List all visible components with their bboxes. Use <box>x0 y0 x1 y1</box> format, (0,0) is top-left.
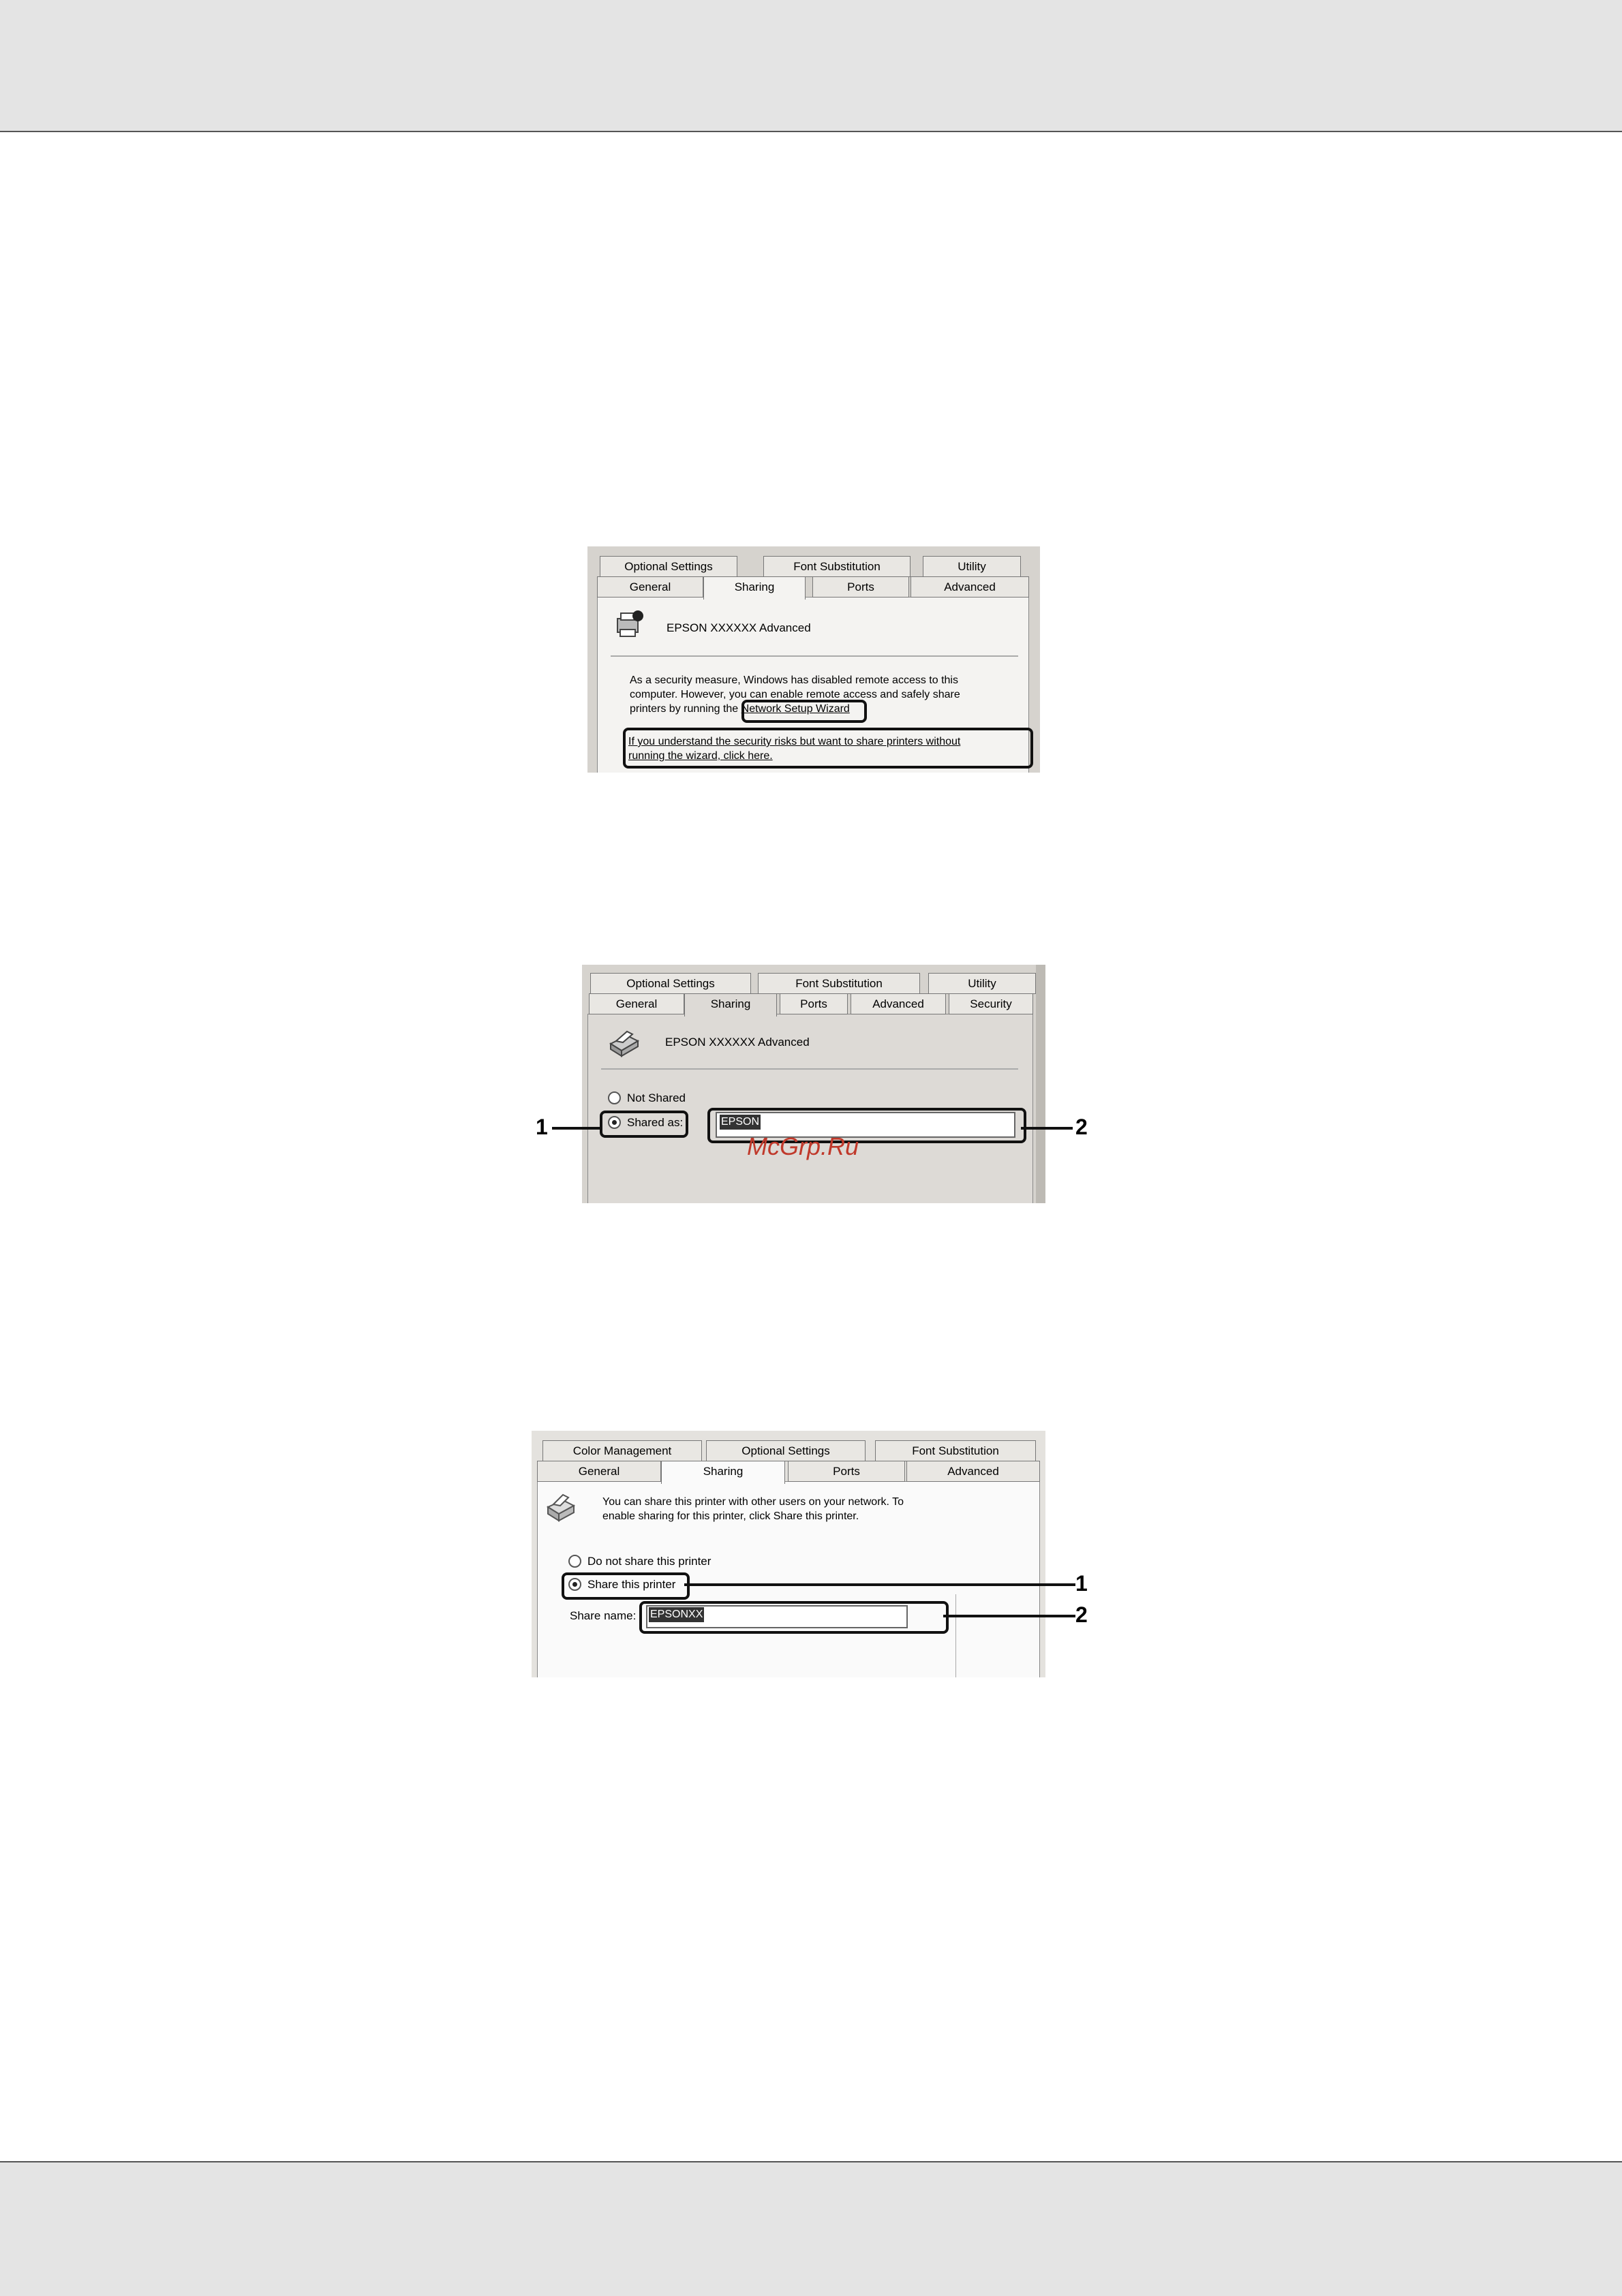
radio-not-shared[interactable] <box>608 1091 621 1104</box>
printer-name: EPSON XXXXXX Advanced <box>667 621 811 634</box>
share-without-wizard-link[interactable]: If you understand the security risks but want to share printers without running the wizard, click here. <box>628 736 961 762</box>
tab-general[interactable]: General <box>537 1461 661 1482</box>
tab-optional-settings[interactable]: Optional Settings <box>600 556 737 577</box>
tab-ports[interactable]: Ports <box>788 1461 905 1482</box>
right-edge <box>1036 965 1045 1203</box>
printer-icon <box>613 609 646 640</box>
printer-icon <box>545 1492 577 1525</box>
tab-general[interactable]: General <box>597 576 703 598</box>
watermark: McGrp.Ru <box>747 1132 859 1160</box>
tab-optional-settings[interactable]: Optional Settings <box>590 973 751 994</box>
tab-utility[interactable]: Utility <box>928 973 1036 994</box>
separator <box>611 655 1018 657</box>
tab-security[interactable]: Security <box>949 993 1033 1014</box>
printer-name: EPSON XXXXXX Advanced <box>665 1036 810 1049</box>
share-name-label: Share name: <box>570 1609 637 1622</box>
tab-sharing[interactable]: Sharing <box>661 1461 785 1484</box>
radio-not-shared-label: Not Shared <box>627 1091 686 1104</box>
radio-do-not-share[interactable] <box>568 1555 581 1568</box>
callout-1-line <box>552 1127 601 1130</box>
tab-optional-settings[interactable]: Optional Settings <box>706 1440 866 1461</box>
callout-1-line <box>684 1583 1075 1586</box>
tab-font-substitution[interactable]: Font Substitution <box>875 1440 1036 1461</box>
tab-advanced[interactable]: Advanced <box>851 993 946 1014</box>
sharing-message: You can share this printer with other users on your network. To enable sharing for this printer, click Share this printer. <box>602 1496 904 1522</box>
radio-shared-as-label: Shared as: <box>627 1116 684 1129</box>
tab-sharing[interactable]: Sharing <box>703 576 806 600</box>
header-band <box>0 0 1622 132</box>
callout-2: 2 <box>1075 1115 1088 1139</box>
share-name-value: EPSONXX <box>649 1607 704 1622</box>
tab-color-management[interactable]: Color Management <box>542 1440 702 1461</box>
tab-utility[interactable]: Utility <box>923 556 1021 577</box>
footer-band <box>0 2161 1622 2296</box>
tab-advanced[interactable]: Advanced <box>906 1461 1040 1482</box>
highlight-shared-as <box>600 1111 688 1138</box>
figure2-screenshot <box>582 965 1045 1203</box>
tab-general[interactable]: General <box>589 993 684 1014</box>
divider <box>955 1594 956 1677</box>
tab-font-substitution[interactable]: Font Substitution <box>763 556 911 577</box>
share-name-value: EPSON <box>720 1115 761 1130</box>
radio-do-not-share-label: Do not share this printer <box>587 1555 711 1568</box>
separator <box>601 1068 1018 1070</box>
callout-2: 2 <box>1075 1602 1088 1627</box>
highlight-bypass-link <box>623 728 1033 769</box>
highlight-wizard-link <box>741 700 867 723</box>
highlight-share-name <box>639 1601 949 1634</box>
security-message: As a security measure, Windows has disabled remote access to this computer. However, you can enable remote access and safely share printers by running the Network Setup Wizard <box>630 674 960 715</box>
callout-2-line <box>943 1615 1075 1617</box>
tab-sharing[interactable]: Sharing <box>684 993 777 1017</box>
figure1-screenshot <box>587 546 1040 773</box>
tab-font-substitution[interactable]: Font Substitution <box>758 973 920 994</box>
figure3-screenshot <box>532 1431 1045 1677</box>
tab-advanced[interactable]: Advanced <box>911 576 1029 598</box>
tab-ports[interactable]: Ports <box>812 576 909 598</box>
callout-1: 1 <box>536 1115 548 1139</box>
radio-share-this-printer-label: Share this printer <box>587 1578 676 1591</box>
network-setup-wizard-link[interactable]: Network Setup Wizard <box>741 703 850 715</box>
callout-1: 1 <box>1075 1571 1088 1596</box>
highlight-share-this-printer <box>562 1572 690 1600</box>
callout-2-line <box>1021 1127 1073 1130</box>
printer-icon <box>607 1027 642 1059</box>
tab-ports[interactable]: Ports <box>780 993 848 1014</box>
